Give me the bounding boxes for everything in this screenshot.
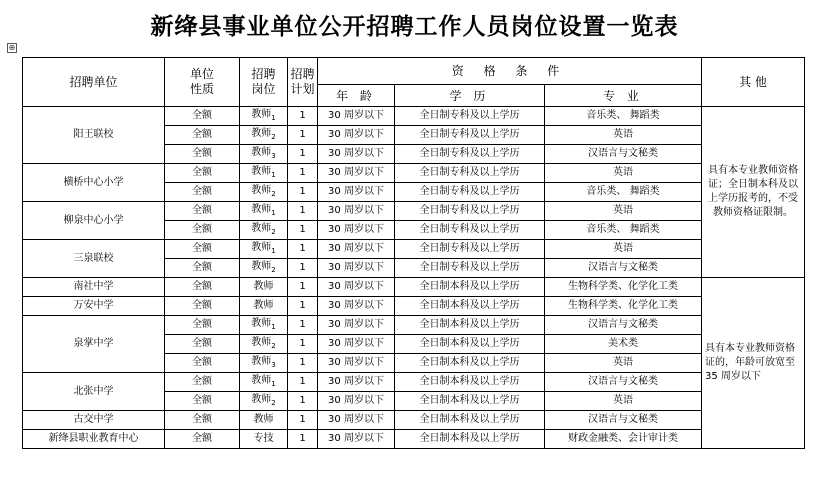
- cell-education: 全日制本科及以上学历: [395, 278, 545, 297]
- recruitment-table: [22, 57, 805, 449]
- cell-post: [240, 126, 288, 145]
- post-index: 1: [271, 379, 276, 388]
- table-move-handle-icon[interactable]: ⊕: [8, 43, 16, 52]
- post-label: 教师: [253, 300, 274, 311]
- cell-education: 全日制本科及以上学历: [395, 392, 545, 411]
- cell-nature: 全额: [165, 297, 240, 316]
- cell-education: 全日制本科及以上学历: [395, 430, 545, 449]
- post-index: 2: [271, 341, 276, 350]
- cell-unit: 万安中学: [23, 297, 165, 316]
- header-education: 学 历: [395, 85, 545, 107]
- cell-unit: 北张中学: [23, 373, 165, 411]
- cell-nature: 全额: [165, 392, 240, 411]
- table-row: [23, 107, 805, 126]
- cell-education: 全日制专科及以上学历: [395, 240, 545, 259]
- cell-plan: 1: [288, 373, 318, 392]
- cell-major: 财政金融类、会计审计类: [545, 430, 702, 449]
- cell-major: 英语: [545, 240, 702, 259]
- cell-plan: 1: [288, 183, 318, 202]
- cell-major: 英语: [545, 354, 702, 373]
- post-index: 1: [271, 208, 276, 217]
- cell-post: [240, 411, 288, 430]
- cell-post: [240, 335, 288, 354]
- cell-age: 30 周岁以下: [318, 259, 395, 278]
- cell-age: 30 周岁以下: [318, 183, 395, 202]
- cell-plan: 1: [288, 259, 318, 278]
- post-index: 2: [271, 265, 276, 274]
- header-major: 专 业: [545, 85, 702, 107]
- header-plan: 招聘计划: [288, 58, 318, 107]
- cell-major: 汉语言与文秘类: [545, 259, 702, 278]
- cell-nature: 全额: [165, 259, 240, 278]
- cell-age: 30 周岁以下: [318, 202, 395, 221]
- table-row: [23, 316, 805, 335]
- cell-plan: 1: [288, 278, 318, 297]
- cell-major: 音乐类、 舞蹈类: [545, 221, 702, 240]
- header-post: 招聘岗位: [240, 58, 288, 107]
- post-label: 教师: [251, 146, 272, 158]
- cell-plan: 1: [288, 164, 318, 183]
- cell-unit: 新绛县职业教育中心: [23, 430, 165, 449]
- table-row: [23, 240, 805, 259]
- cell-plan: 1: [288, 354, 318, 373]
- post-label: 教师: [251, 165, 272, 177]
- cell-age: 30 周岁以下: [318, 335, 395, 354]
- cell-plan: 1: [288, 107, 318, 126]
- post-label: 教师: [251, 108, 272, 120]
- cell-post: [240, 202, 288, 221]
- cell-major: 汉语言与文秘类: [545, 145, 702, 164]
- cell-unit: 泉掌中学: [23, 316, 165, 373]
- cell-nature: 全额: [165, 354, 240, 373]
- post-label: 教师: [253, 281, 274, 292]
- cell-education: 全日制本科及以上学历: [395, 373, 545, 392]
- header-nature: 单位性质: [165, 58, 240, 107]
- cell-post: [240, 430, 288, 449]
- cell-major: 汉语言与文秘类: [545, 373, 702, 392]
- post-label: 教师: [251, 127, 272, 139]
- header-age: 年 龄: [318, 85, 395, 107]
- cell-post: [240, 145, 288, 164]
- table-row: [23, 430, 805, 449]
- header-conditions: 资 格 条 件: [318, 58, 702, 85]
- cell-age: 30 周岁以下: [318, 373, 395, 392]
- cell-major: 英语: [545, 164, 702, 183]
- cell-major: 生物科学类、化学化工类: [545, 278, 702, 297]
- cell-education: 全日制专科及以上学历: [395, 221, 545, 240]
- cell-unit: 阳王联校: [23, 107, 165, 164]
- cell-age: 30 周岁以下: [318, 354, 395, 373]
- header-other: 其 他: [702, 58, 805, 107]
- post-label: 教师: [253, 414, 274, 425]
- cell-plan: 1: [288, 126, 318, 145]
- cell-nature: 全额: [165, 183, 240, 202]
- post-label: 教师: [251, 393, 272, 405]
- cell-education: 全日制专科及以上学历: [395, 259, 545, 278]
- cell-age: 30 周岁以下: [318, 297, 395, 316]
- cell-age: 30 周岁以下: [318, 392, 395, 411]
- post-index: 1: [271, 113, 276, 122]
- post-label: 教师: [251, 241, 272, 253]
- cell-post: [240, 183, 288, 202]
- cell-major: 生物科学类、化学化工类: [545, 297, 702, 316]
- cell-education: 全日制本科及以上学历: [395, 297, 545, 316]
- cell-nature: 全额: [165, 278, 240, 297]
- cell-nature: 全额: [165, 316, 240, 335]
- table-row: [23, 297, 805, 316]
- cell-nature: 全额: [165, 430, 240, 449]
- cell-unit: 南社中学: [23, 278, 165, 297]
- cell-nature: 全额: [165, 107, 240, 126]
- cell-post: [240, 316, 288, 335]
- table-row: [23, 164, 805, 183]
- post-label: 教师: [251, 336, 272, 348]
- cell-education: 全日制专科及以上学历: [395, 202, 545, 221]
- cell-post: [240, 164, 288, 183]
- cell-major: 音乐类、 舞蹈类: [545, 107, 702, 126]
- cell-nature: 全额: [165, 145, 240, 164]
- cell-education: 全日制专科及以上学历: [395, 145, 545, 164]
- cell-post: [240, 240, 288, 259]
- cell-age: 30 周岁以下: [318, 221, 395, 240]
- post-label: 教师: [251, 374, 272, 386]
- cell-post: [240, 278, 288, 297]
- cell-plan: 1: [288, 316, 318, 335]
- cell-major: 汉语言与文秘类: [545, 411, 702, 430]
- post-label: 教师: [251, 355, 272, 367]
- cell-nature: 全额: [165, 373, 240, 392]
- post-index: 1: [271, 170, 276, 179]
- cell-age: 30 周岁以下: [318, 126, 395, 145]
- cell-plan: 1: [288, 297, 318, 316]
- page-title: 新绛县事业单位公开招聘工作人员岗位设置一览表: [150, 14, 679, 40]
- cell-age: 30 周岁以下: [318, 316, 395, 335]
- cell-unit: 三泉联校: [23, 240, 165, 278]
- cell-age: 30 周岁以下: [318, 107, 395, 126]
- cell-education: 全日制专科及以上学历: [395, 107, 545, 126]
- cell-plan: 1: [288, 240, 318, 259]
- post-index: 3: [271, 151, 276, 160]
- cell-age: 30 周岁以下: [318, 430, 395, 449]
- cell-other-note: 具有本专业教师资格证的，年龄可放宽至 35 周岁以下: [702, 278, 805, 449]
- table-row: [23, 411, 805, 430]
- cell-plan: 1: [288, 335, 318, 354]
- cell-post: [240, 107, 288, 126]
- cell-plan: 1: [288, 145, 318, 164]
- cell-education: 全日制本科及以上学历: [395, 411, 545, 430]
- cell-unit: 横桥中心小学: [23, 164, 165, 202]
- table-row: [23, 373, 805, 392]
- post-index: 2: [271, 227, 276, 236]
- cell-education: 全日制专科及以上学历: [395, 183, 545, 202]
- post-label: 专技: [253, 433, 274, 444]
- cell-unit: 古交中学: [23, 411, 165, 430]
- cell-post: [240, 354, 288, 373]
- cell-plan: 1: [288, 392, 318, 411]
- post-index: 2: [271, 132, 276, 141]
- table-row: [23, 278, 805, 297]
- cell-major: 英语: [545, 392, 702, 411]
- cell-education: 全日制专科及以上学历: [395, 164, 545, 183]
- cell-post: [240, 392, 288, 411]
- cell-major: 英语: [545, 126, 702, 145]
- cell-nature: 全额: [165, 202, 240, 221]
- cell-post: [240, 297, 288, 316]
- cell-age: 30 周岁以下: [318, 164, 395, 183]
- cell-education: 全日制本科及以上学历: [395, 354, 545, 373]
- cell-major: 英语: [545, 202, 702, 221]
- post-label: 教师: [251, 222, 272, 234]
- cell-post: [240, 373, 288, 392]
- cell-nature: 全额: [165, 126, 240, 145]
- table-body: [23, 107, 805, 449]
- cell-nature: 全额: [165, 164, 240, 183]
- cell-post: [240, 259, 288, 278]
- cell-plan: 1: [288, 430, 318, 449]
- cell-plan: 1: [288, 202, 318, 221]
- post-index: 3: [271, 360, 276, 369]
- post-index: 2: [271, 189, 276, 198]
- cell-other-note: 具有本专业教师资格证；全日制本科及以上学历报考的，不受教师资格证限制。: [702, 107, 805, 278]
- cell-age: 30 周岁以下: [318, 411, 395, 430]
- cell-age: 30 周岁以下: [318, 145, 395, 164]
- cell-education: 全日制本科及以上学历: [395, 316, 545, 335]
- header-unit: 招聘单位: [23, 58, 165, 107]
- post-label: 教师: [251, 260, 272, 272]
- cell-education: 全日制专科及以上学历: [395, 126, 545, 145]
- cell-age: 30 周岁以下: [318, 278, 395, 297]
- cell-plan: 1: [288, 411, 318, 430]
- cell-post: [240, 221, 288, 240]
- post-index: 1: [271, 322, 276, 331]
- cell-major: 美术类: [545, 335, 702, 354]
- cell-major: 音乐类、 舞蹈类: [545, 183, 702, 202]
- cell-education: 全日制本科及以上学历: [395, 335, 545, 354]
- post-index: 2: [271, 398, 276, 407]
- post-label: 教师: [251, 317, 272, 329]
- post-index: 1: [271, 246, 276, 255]
- table-row: [23, 202, 805, 221]
- cell-nature: 全额: [165, 240, 240, 259]
- cell-unit: 柳泉中心小学: [23, 202, 165, 240]
- cell-age: 30 周岁以下: [318, 240, 395, 259]
- post-label: 教师: [251, 203, 272, 215]
- post-label: 教师: [251, 184, 272, 196]
- cell-plan: 1: [288, 221, 318, 240]
- cell-nature: 全额: [165, 411, 240, 430]
- cell-nature: 全额: [165, 221, 240, 240]
- cell-nature: 全额: [165, 335, 240, 354]
- cell-major: 汉语言与文秘类: [545, 316, 702, 335]
